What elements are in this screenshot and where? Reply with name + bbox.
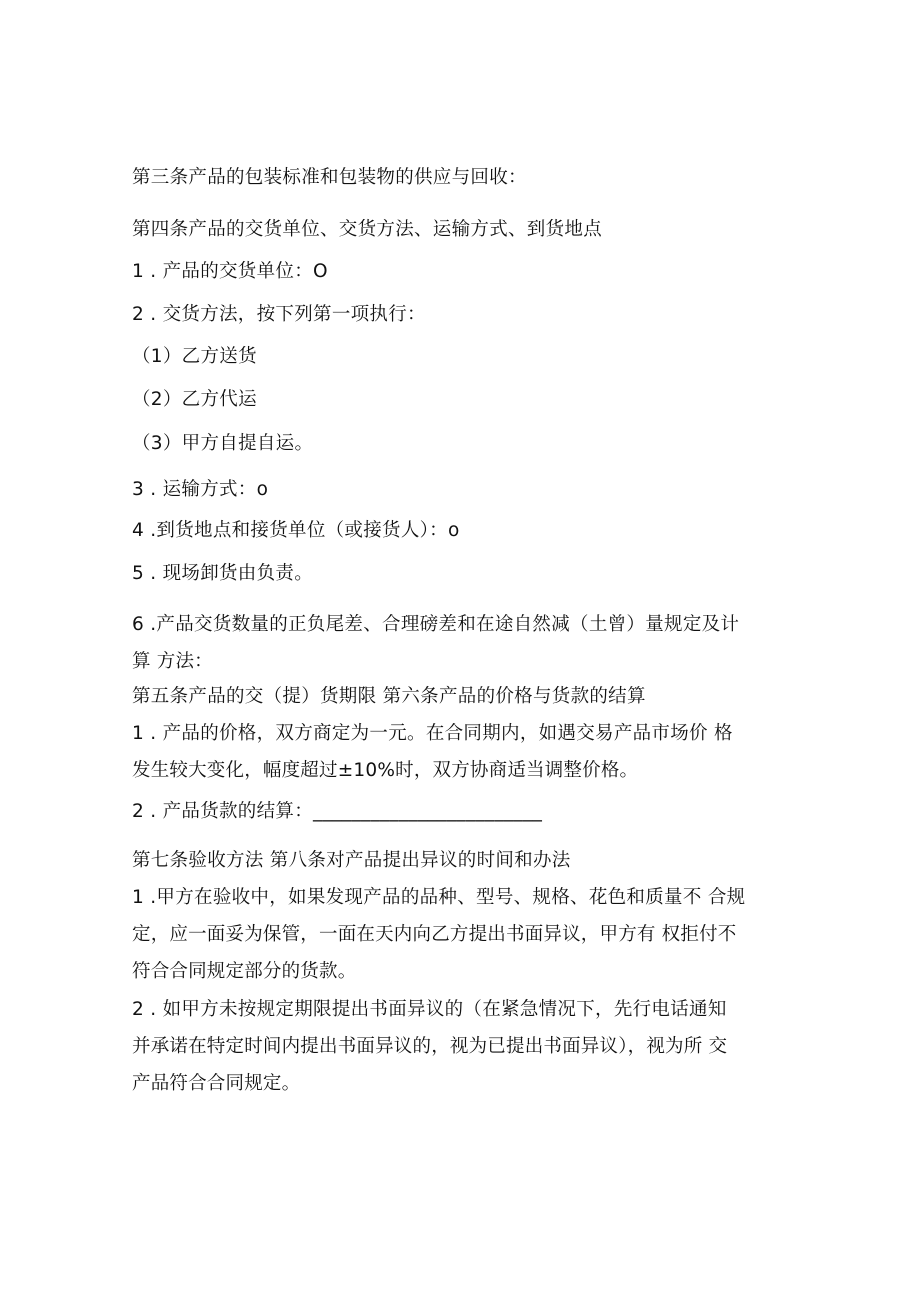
delivery-option-2: （2）乙方代运 (132, 389, 257, 410)
article-4-item-4: 4 .到货地点和接货单位（或接货人）：o (132, 520, 460, 541)
article-4-heading: 第四条产品的交货单位、交货方法、运输方式、到货地点 (132, 219, 603, 240)
article-4-item-6: 6 .产品交货数量的正负尾差、合理磅差和在途自然减（土曾）量规定及计 (132, 614, 740, 635)
objection-clause-2-line-3: 产品符合合同规定。 (132, 1073, 301, 1094)
price-clause-continued: 发生较大变化，幅度超过±10%时，双方协商适当调整价格。 (132, 760, 639, 781)
article-4-item-5: 5 . 现场卸货由负责。 (132, 563, 314, 584)
objection-clause-2-line-2: 并承诺在特定时间内提出书面异议的，视为已提出书面异议），视为所 交 (132, 1036, 728, 1057)
article-5-6-heading: 第五条产品的交（提）货期限 第六条产品的价格与货款的结算 (132, 686, 646, 707)
article-4-item-3: 3 . 运输方式：o (132, 479, 269, 500)
price-clause: 1 . 产品的价格，双方商定为一元。在合同期内，如遇交易产品市场价 格 (132, 723, 733, 744)
objection-clause-1: 1 .甲方在验收中，如果发现产品的品种、型号、规格、花色和质量不 合规 (132, 887, 746, 908)
objection-clause-2: 2 . 如甲方未按规定期限提出书面异议的（在紧急情况下，先行电话通知 (132, 999, 727, 1020)
article-7-8-heading: 第七条验收方法 第八条对产品提出异议的时间和办法 (132, 850, 571, 871)
article-3-heading: 第三条产品的包装标准和包装物的供应与回收： (132, 167, 527, 188)
article-4-item-1: 1 . 产品的交货单位：O (132, 261, 328, 282)
article-4-item-6-continued: 算 方法： (132, 651, 213, 672)
article-4-item-2: 2 . 交货方法，按下列第一项执行： (132, 304, 426, 325)
delivery-option-1: （1）乙方送货 (132, 346, 257, 367)
objection-clause-1-line-2: 定，应一面妥为保管，一面在天内向乙方提出书面异议，甲方有 权拒付不 (132, 924, 737, 945)
delivery-option-3: （3）甲方自提自运。 (132, 433, 314, 454)
objection-clause-1-line-3: 符合合同规定部分的货款。 (132, 961, 357, 982)
payment-settlement: 2 . 产品货款的结算：________________________ (132, 801, 543, 822)
